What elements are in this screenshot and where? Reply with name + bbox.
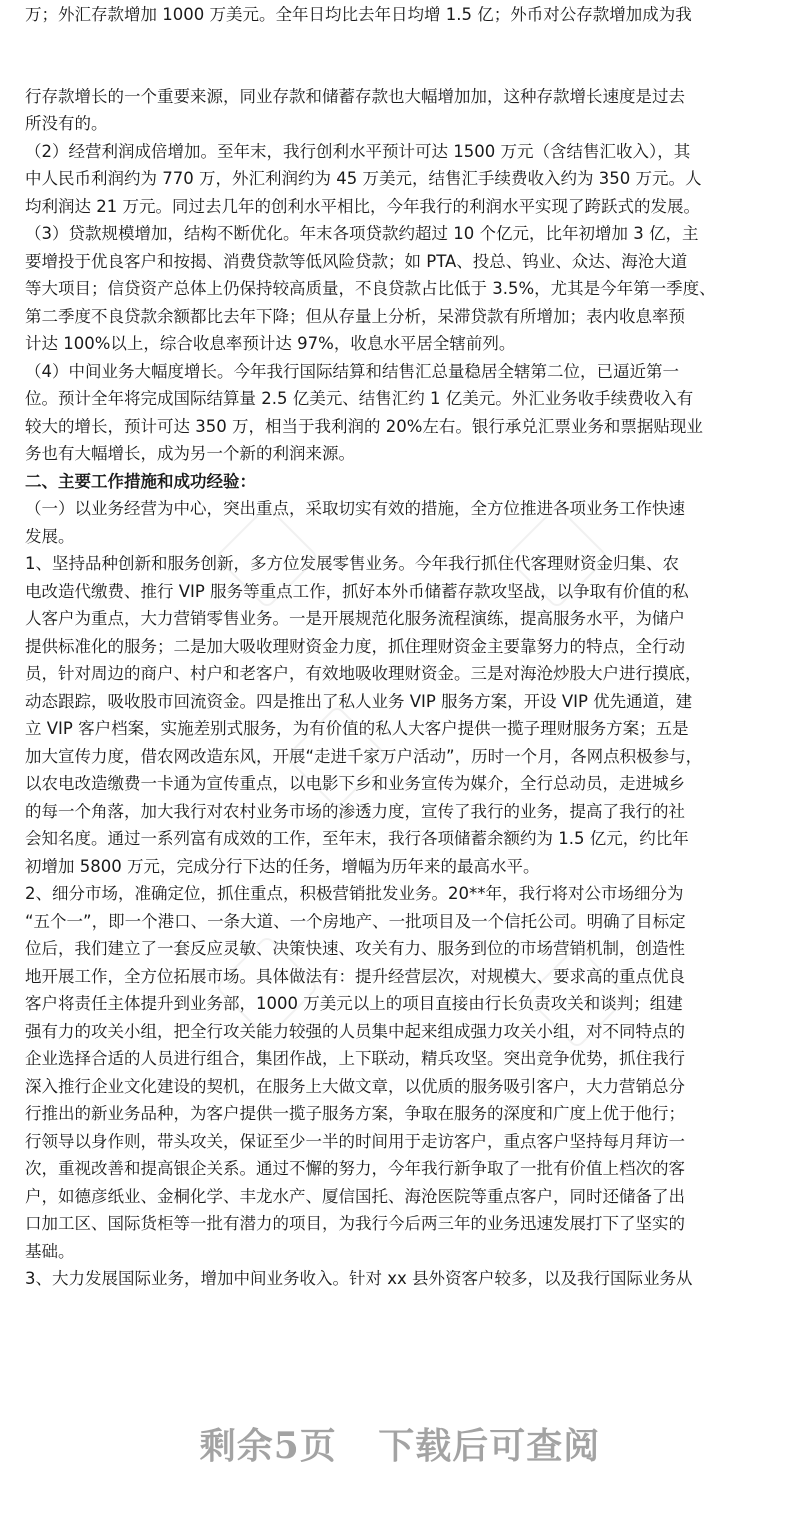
text-line: 均利润达 21 万元。同过去几年的创利水平相比，今年我行的利润水平实现了跨跃式的发展。 <box>25 197 700 216</box>
text-line: 务也有大幅增长，成为另一个新的利润来源。 <box>25 444 355 463</box>
text-line: 动态跟踪，吸收股市回流资金。四是推出了私人业务 VIP 服务方案，开设 VIP 优先通道，建 <box>25 692 693 711</box>
download-to-view-label[interactable]: 下载后可查阅 <box>378 1425 601 1467</box>
text-line: 等大项目；信贷资产总体上仍保持较高质量，不良贷款占比低于 3.5%，尤其是今年第一季度、 <box>25 279 716 298</box>
text-line: 基础。 <box>25 1242 75 1261</box>
text-line: 提供标准化的服务；二是加大吸收理财资金力度，抓住理财资金主要靠努力的特点，全行动 <box>25 637 685 656</box>
text-line: （3）贷款规模增加，结构不断优化。年末各项贷款约超过 10 个亿元，比年初增加 3 亿，主 <box>25 224 699 243</box>
text-line: 要增投于优良客户和按揭、消费贷款等低风险贷款；如 PTA、投总、钨业、众达、海沧大道 <box>25 252 688 271</box>
text-line: 口加工区、国际货柜等一批有潜力的项目，为我行今后两三年的业务迅速发展打下了坚实的 <box>25 1214 685 1233</box>
text-line: 客户将责任主体提升到业务部，1000 万美元以上的项目直接由行长负责攻关和谈判；组建 <box>25 994 683 1013</box>
text-line: 次，重视改善和提高银企关系。通过不懈的努力，今年我行新争取了一批有价值上档次的客 <box>25 1159 685 1178</box>
text-line: 3、大力发展国际业务，增加中间业务收入。针对 xx 县外资客户较多，以及我行国际业务从 <box>25 1269 693 1288</box>
text-line: （4）中间业务大幅度增长。今年我行国际结算和结售汇总量稳居全辖第二位，已逼近第一 <box>25 362 679 381</box>
text-line: 地开展工作，全方位拓展市场。具体做法有：提升经营层次，对规模大、要求高的重点优良 <box>25 967 685 986</box>
text-line: 位后，我们建立了一套反应灵敏、决策快速、攻关有力、服务到位的市场营销机制，创造性 <box>25 939 685 958</box>
text-line: 会知名度。通过一系列富有成效的工作，至年末，我行各项储蓄余额约为 1.5 亿元，约比年 <box>25 829 689 848</box>
text-line: 发展。 <box>25 527 75 546</box>
text-line: 2、细分市场，准确定位，抓住重点，积极营销批发业务。20**年，我行将对公市场细分为 <box>25 884 684 903</box>
text-line: 第二季度不良贷款余额都比去年下降；但从存量上分析，呆滞贷款有所增加；表内收息率预 <box>25 307 685 326</box>
text-line: 以农电改造缴费一卡通为宣传重点，以电影下乡和业务宣传为媒介，全行总动员，走进城乡 <box>25 774 685 793</box>
text-line: （2）经营利润成倍增加。至年末，我行创利水平预计可达 1500 万元（含结售汇收入），其 <box>25 142 691 161</box>
text-line: 初增加 5800 万元，完成分行下达的任务，增幅为历年来的最高水平。 <box>25 857 540 876</box>
text-line: 所没有的。 <box>25 114 108 133</box>
text-line: （一）以业务经营为中心，突出重点，采取切实有效的措施，全方位推进各项业务工作快速 <box>25 499 685 518</box>
text-line: “五个一”，即一个港口、一条大道、一个房地产、一批项目及一个信托公司。明确了目标定 <box>25 912 686 931</box>
text-line: 电改造代缴费、推行 VIP 服务等重点工作，抓好本外币储蓄存款攻坚战，以争取有价值的私 <box>25 582 689 601</box>
text-line: 立 VIP 客户档案，实施差别式服务，为有价值的私人大客户提供一揽子理财服务方案；五是 <box>25 719 689 738</box>
text-line: 的每一个角落，加大我行对农村业务市场的渗透力度，宣传了我行的业务，提高了我行的社 <box>25 802 685 821</box>
text-line: 计达 100%以上，综合收息率预计达 97%，收息水平居全辖前列。 <box>25 334 516 353</box>
text-line: 企业选择合适的人员进行组合，集团作战，上下联动，精兵攻坚。突出竞争优势，抓住我行 <box>25 1049 685 1068</box>
text-line: 行存款增长的一个重要来源，同业存款和储蓄存款也大幅增加加，这种存款增长速度是过去 <box>25 87 685 106</box>
text-line: 强有力的攻关小组，把全行攻关能力较强的人员集中起来组成强力攻关小组，对不同特点的 <box>25 1022 685 1041</box>
text-line: 行推出的新业务品种，为客户提供一揽子服务方案，争取在服务的深度和广度上优于他行； <box>25 1104 685 1123</box>
text-line: 1、坚持品种创新和服务创新，多方位发展零售业务。今年我行抓住代客理财资金归集、农 <box>25 554 679 573</box>
text-line: 深入推行企业文化建设的契机，在服务上大做文章，以优质的服务吸引客户，大力营销总分 <box>25 1077 685 1096</box>
text-line: 行领导以身作则，带头攻关，保证至少一半的时间用于走访客户，重点客户坚持每月拜访一 <box>25 1132 685 1151</box>
text-line: 人客户为重点，大力营销零售业务。一是开展规范化服务流程演练，提高服务水平，为储户 <box>25 609 685 628</box>
text-line: 万；外汇存款增加 1000 万美元。全年日均比去年日均增 1.5 亿；外币对公存款增加成为我 <box>25 5 692 24</box>
text-line: 较大的增长，预计可达 350 万，相当于我利润的 20%左右。银行承兑汇票业务和票据贴现业 <box>25 417 703 436</box>
text-line: 户，如德彦纸业、金桐化学、丰龙水产、厦信国托、海沧医院等重点客户，同时还储备了出 <box>25 1187 685 1206</box>
text-line: 中人民币利润约为 770 万，外汇利润约为 45 万美元，结售汇手续费收入约为 350 万元。人 <box>25 169 702 188</box>
text-line: 位。预计全年将完成国际结算量 2.5 亿美元、结售汇约 1 亿美元。外汇业务收手续费收入有 <box>25 389 694 408</box>
text-line: 员，针对周边的商户、村户和老客户，有效地吸收理财资金。三是对海沧炒股大户进行摸底， <box>25 664 702 683</box>
section-heading: 二、主要工作措施和成功经验： <box>25 472 256 491</box>
download-prompt-overlay[interactable] <box>0 1418 800 1469</box>
text-line: 加大宣传力度，借农网改造东风，开展“走进千家万户活动”，历时一个月，各网点积极参与， <box>25 747 703 766</box>
remaining-pages-label: 剩余5页 <box>199 1425 337 1467</box>
